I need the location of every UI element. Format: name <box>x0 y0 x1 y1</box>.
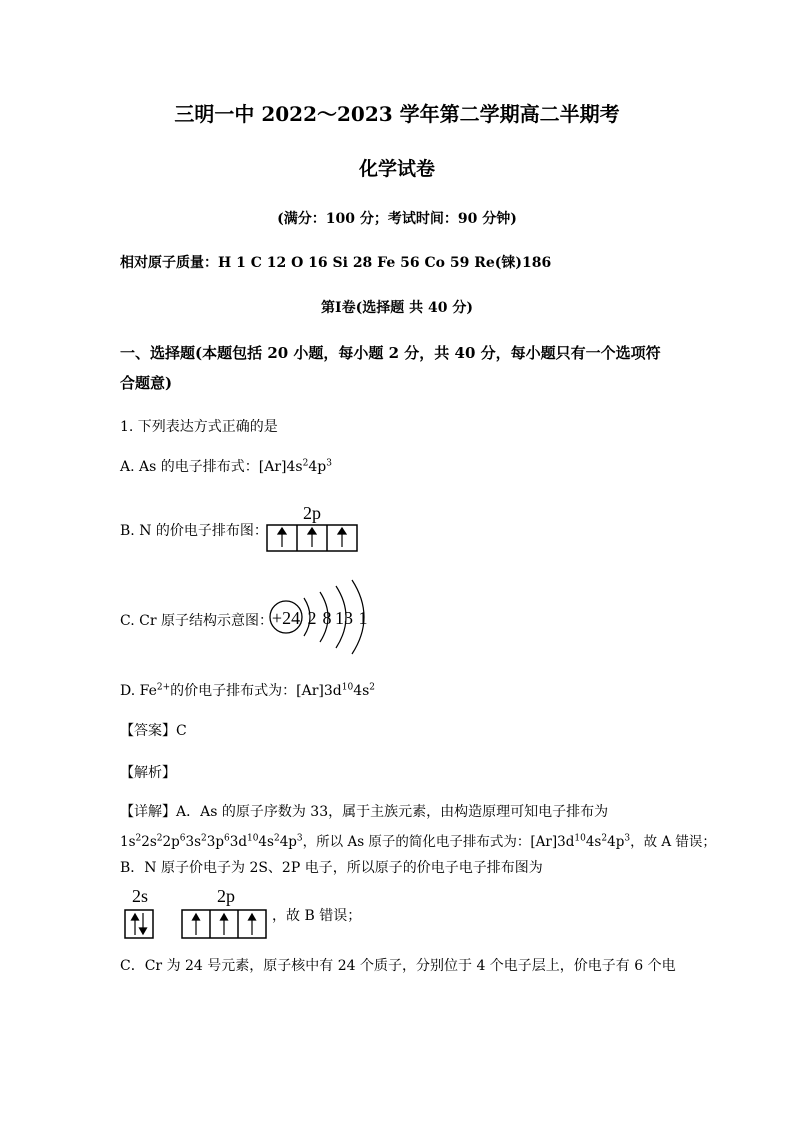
page-title: 三明一中 2022～2023 学年第二学期高二半期考 <box>174 102 620 126</box>
option-b-orbital-diagram <box>262 500 362 556</box>
up-arrow-icon <box>193 914 200 935</box>
up-arrow-icon <box>308 528 316 547</box>
up-arrow-icon <box>338 528 346 547</box>
shell-electrons: 2 <box>307 608 317 628</box>
option-d: D. $Fe^{2+}$的价电子排布式为：$[Ar]3d^{10}4s^2$ <box>120 682 376 699</box>
question-stem: 1. 下列表达方式正确的是 <box>120 419 278 435</box>
volume-title: 第Ⅰ卷(选择题 共 40 分) <box>321 300 473 316</box>
up-arrow-icon <box>278 528 286 547</box>
shell-electrons: 8 <box>322 608 332 628</box>
analysis-line4: ，故 B 错误； <box>272 908 362 924</box>
option-b: B. N 的价电子排布图： <box>120 523 268 539</box>
part-title-line1: 一、选择题(本题包括 20 小题，每小题 2 分，共 40 分，每小题只有一个选项符 <box>120 344 661 362</box>
answer-line <box>120 720 187 740</box>
answer-tag: 【答案】 <box>120 723 176 739</box>
analysis-line2: $1s^22s^22p^63s^23p^63d^{10}4s^24p^3$，所以 As 原子的简化电子排布式为：$[Ar]3d^{10}4s^24p^3$，故 A 错误； <box>120 833 716 850</box>
option-c: C. Cr 原子结构示意图： <box>120 613 273 629</box>
up-arrow-icon <box>249 914 256 935</box>
up-arrow-icon <box>221 914 228 935</box>
analysis-tag: 【解析】 <box>120 765 176 781</box>
up-arrow-icon <box>132 914 139 935</box>
atomic-mass-list: 相对原子质量：H 1 C 12 O 16 Si 28 Fe 56 Co 59 Re(铼)186 <box>120 255 552 271</box>
shell-electrons: 1 <box>358 608 368 628</box>
exam-info: (满分：100 分；考试时间：90 分钟) <box>277 211 517 227</box>
option-a: A. As 的电子排布式：$[Ar]4s^24p^3$ <box>120 458 332 475</box>
analysis-orbital-diagram <box>122 884 272 944</box>
orbital-2p-label: 2p <box>303 503 321 523</box>
part-title-line2: 合题意) <box>120 374 173 392</box>
orbital-2s-label: 2s <box>131 886 149 906</box>
nucleus-charge: +24 <box>271 608 301 628</box>
page-subtitle: 化学试卷 <box>358 158 435 180</box>
answer-value: C <box>176 723 187 739</box>
orbital-2p-label: 2p <box>217 886 235 906</box>
option-c-atom-diagram <box>264 576 376 660</box>
shell-electrons: 13 <box>335 608 353 628</box>
analysis-line5: C．Cr 为 24 号元素，原子核中有 24 个质子，分别位于 4 个电子层上，价电子有 6 个电 <box>120 958 676 974</box>
down-arrow-icon <box>140 913 147 934</box>
analysis-line3: B．N 原子价电子为 2S、2P 电子，所以原子的价电子电子排布图为 <box>120 860 543 876</box>
analysis-line1: 【详解】A．As 的原子序数为 33，属于主族元素，由构造原理可知电子排布为 <box>120 804 609 820</box>
